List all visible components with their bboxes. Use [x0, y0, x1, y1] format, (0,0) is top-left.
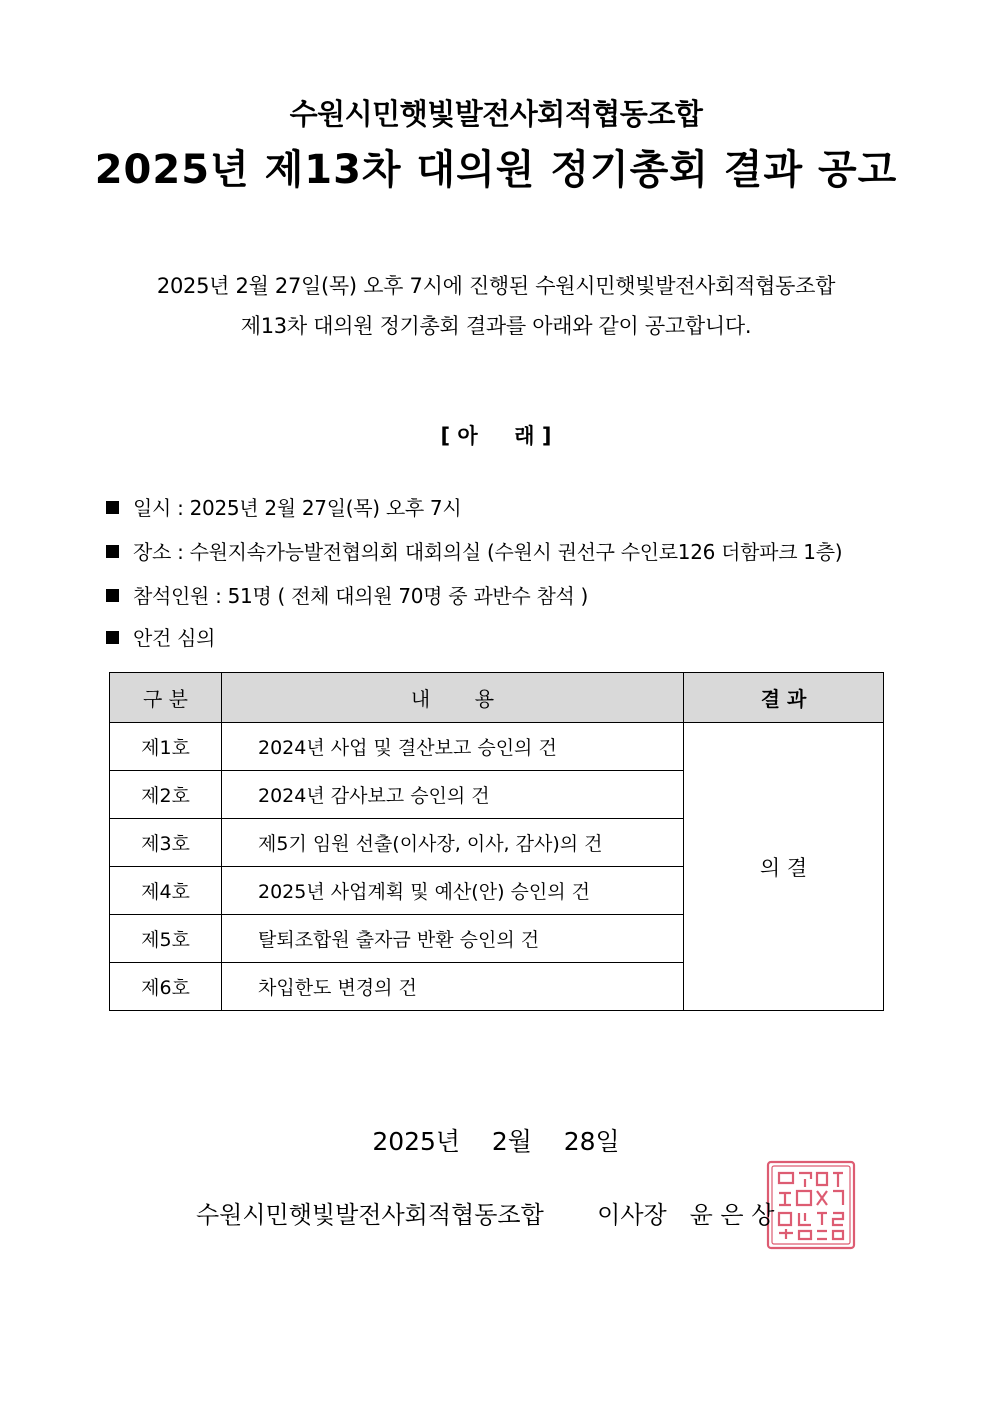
header-result: 결 과 [684, 673, 884, 723]
agenda-number: 제6호 [110, 963, 222, 1011]
org-title: 수원시민햇빛발전사회적협동조합 [289, 97, 703, 131]
agenda-number: 제4호 [110, 867, 222, 915]
square-bullet-icon [106, 501, 119, 514]
header-content: 내 용 [222, 673, 684, 723]
bullet-attendance [106, 580, 588, 609]
square-bullet-icon [106, 545, 119, 558]
bullet-text: 참석인원 : 51명 ( 전체 대의원 70명 중 과반수 참석 ) [133, 584, 589, 608]
cooperative-name: 수원시민햇빛발전사회적협동조합 [196, 1201, 544, 1229]
signature-line [196, 1195, 774, 1230]
agenda-number: 제2호 [110, 771, 222, 819]
issue-date: 2025년 2월 28일 [372, 1127, 620, 1156]
agenda-content: 2025년 사업계획 및 예산(안) 승인의 건 [222, 867, 684, 915]
intro-line-2: 제13차 대의원 정기총회 결과를 아래와 같이 공고합니다. [240, 314, 752, 338]
agenda-number: 제3호 [110, 819, 222, 867]
agenda-content: 탈퇴조합원 출자금 반환 승인의 건 [222, 915, 684, 963]
agenda-content: 2024년 사업 및 결산보고 승인의 건 [222, 723, 684, 771]
chairman-name: 이사장 윤 은 상 [597, 1201, 775, 1229]
official-seal-icon [765, 1159, 857, 1251]
agenda-number: 제5호 [110, 915, 222, 963]
agenda-content: 제5기 임원 선출(이사장, 이사, 감사)의 건 [222, 819, 684, 867]
agenda-table [109, 672, 884, 1011]
agenda-result: 의 결 [684, 723, 884, 1011]
header-category: 구 분 [110, 673, 222, 723]
agenda-content: 차입한도 변경의 건 [222, 963, 684, 1011]
square-bullet-icon [106, 631, 119, 644]
bullet-agenda [106, 622, 215, 651]
bullet-location [106, 536, 842, 565]
table-row [110, 723, 884, 771]
intro-line-1: 2025년 2월 27일(목) 오후 7시에 진행된 수원시민햇빛발전사회적협동조합 [156, 274, 836, 298]
bullet-text: 일시 : 2025년 2월 27일(목) 오후 7시 [133, 496, 462, 520]
section-label: [ 아 래 ] [440, 424, 552, 448]
table-header-row [110, 673, 884, 723]
bullet-text: 장소 : 수원지속가능발전협의회 대회의실 (수원시 권선구 수인로126 더함파크 1층) [133, 540, 843, 564]
agenda-content: 2024년 감사보고 승인의 건 [222, 771, 684, 819]
square-bullet-icon [106, 589, 119, 602]
agenda-number: 제1호 [110, 723, 222, 771]
bullet-text: 안건 심의 [133, 626, 216, 650]
page-title: 2025년 제13차 대의원 정기총회 결과 공고 [94, 147, 898, 193]
bullet-datetime [106, 492, 461, 521]
